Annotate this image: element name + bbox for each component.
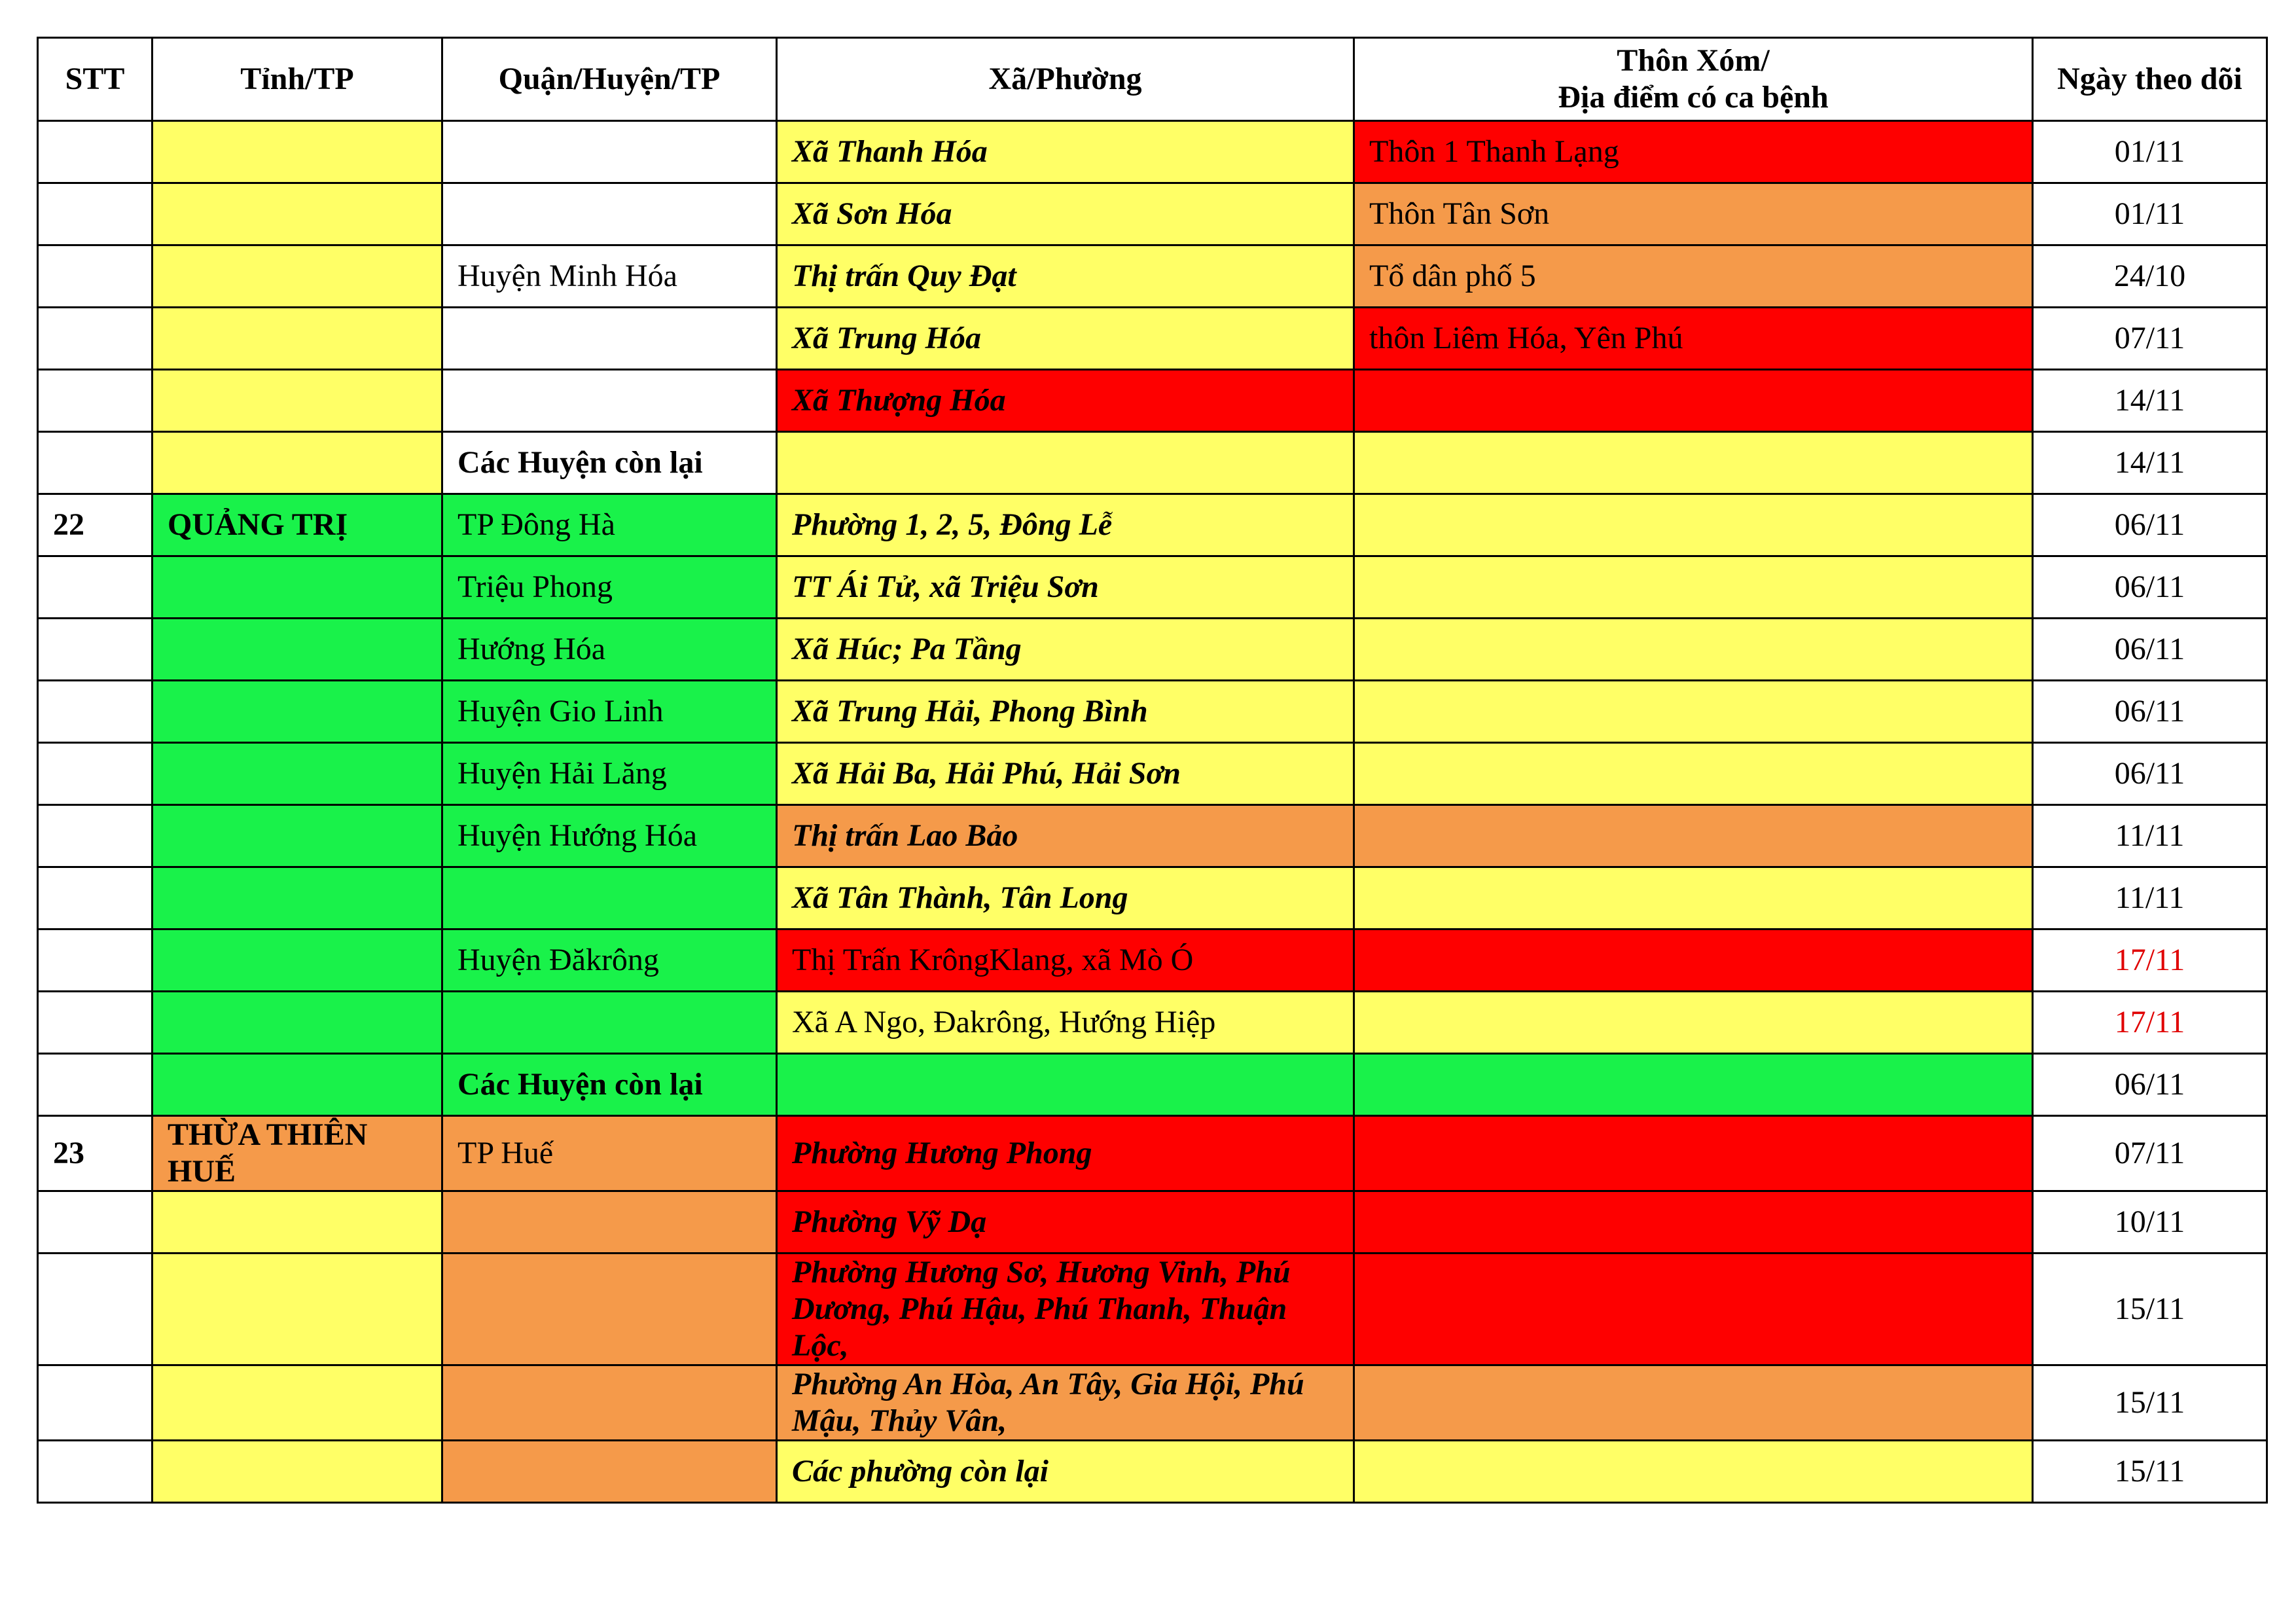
header-date: Ngày theo dõi [2033, 38, 2267, 121]
table-row [38, 1191, 2267, 1254]
commune-cell: Xã Trung Hóa [777, 308, 1354, 370]
date-cell: 06/11 [2033, 743, 2267, 805]
district-cell: Các Huyện còn lại [442, 1054, 777, 1116]
table-row [38, 1054, 2267, 1116]
district-cell: Triệu Phong [442, 556, 777, 619]
table-row [38, 1365, 2267, 1441]
table-row [38, 183, 2267, 245]
table-row [38, 681, 2267, 743]
date-cell: 06/11 [2033, 681, 2267, 743]
district-cell: Huyện Hướng Hóa [442, 805, 777, 867]
village-cell [1354, 805, 2033, 867]
village-cell: Thôn Tân Sơn [1354, 183, 2033, 245]
header-stt: STT [38, 38, 152, 121]
district-cell [442, 308, 777, 370]
province-cell [152, 1191, 442, 1254]
commune-cell: Xã Thanh Hóa [777, 121, 1354, 183]
stt-cell [38, 805, 152, 867]
village-cell: Tổ dân phố 5 [1354, 245, 2033, 308]
table-row [38, 494, 2267, 556]
commune-cell: Thị Trấn KrôngKlang, xã Mò Ó [777, 929, 1354, 992]
province-cell [152, 867, 442, 929]
table-row [38, 370, 2267, 432]
district-cell: Hướng Hóa [442, 619, 777, 681]
province-cell [152, 432, 442, 494]
province-cell [152, 992, 442, 1054]
date-cell: 06/11 [2033, 619, 2267, 681]
header-village-line2: Địa điểm có ca bệnh [1558, 80, 1829, 115]
commune-cell [777, 1054, 1354, 1116]
district-cell: TP Đông Hà [442, 494, 777, 556]
district-cell: Huyện Minh Hóa [442, 245, 777, 308]
table-row [38, 1441, 2267, 1503]
commune-cell [777, 432, 1354, 494]
table-row [38, 556, 2267, 619]
date-cell: 17/11 [2033, 929, 2267, 992]
table-row [38, 992, 2267, 1054]
table-row [38, 805, 2267, 867]
village-cell [1354, 743, 2033, 805]
header-village [1354, 38, 2033, 121]
district-cell [442, 370, 777, 432]
stt-cell [38, 743, 152, 805]
village-cell [1354, 929, 2033, 992]
province-cell [152, 1441, 442, 1503]
district-cell [442, 992, 777, 1054]
stt-cell [38, 121, 152, 183]
province-cell [152, 619, 442, 681]
date-cell: 14/11 [2033, 370, 2267, 432]
district-cell: Huyện Gio Linh [442, 681, 777, 743]
stt-cell [38, 1365, 152, 1441]
stt-cell [38, 245, 152, 308]
commune-cell: TT Ái Tử, xã Triệu Sơn [777, 556, 1354, 619]
date-cell: 06/11 [2033, 556, 2267, 619]
commune-cell: Phường 1, 2, 5, Đông Lễ [777, 494, 1354, 556]
table-row [38, 432, 2267, 494]
commune-cell: Phường An Hòa, An Tây, Gia Hội, Phú Mậu, Thủy Vân, [777, 1365, 1354, 1441]
province-cell: THỪA THIÊN HUẾ [152, 1116, 442, 1191]
stt-cell [38, 183, 152, 245]
date-cell: 01/11 [2033, 183, 2267, 245]
province-cell [152, 1365, 442, 1441]
province-cell [152, 183, 442, 245]
date-cell: 15/11 [2033, 1441, 2267, 1503]
district-cell [442, 1441, 777, 1503]
province-cell [152, 121, 442, 183]
district-cell [442, 1191, 777, 1254]
district-cell [442, 1365, 777, 1441]
header-commune: Xã/Phường [777, 38, 1354, 121]
province-cell [152, 370, 442, 432]
district-cell [442, 867, 777, 929]
village-cell [1354, 867, 2033, 929]
table-row [38, 619, 2267, 681]
header-village-line1: Thôn Xóm/ [1617, 43, 1770, 78]
stt-cell [38, 556, 152, 619]
village-cell [1354, 370, 2033, 432]
stt-cell [38, 1054, 152, 1116]
table-row [38, 308, 2267, 370]
village-cell [1354, 619, 2033, 681]
stt-cell [38, 619, 152, 681]
table-row [38, 743, 2267, 805]
commune-cell: Xã Húc; Pa Tầng [777, 619, 1354, 681]
commune-cell: Xã Thượng Hóa [777, 370, 1354, 432]
stt-cell [38, 1191, 152, 1254]
village-cell [1354, 1191, 2033, 1254]
province-cell [152, 245, 442, 308]
table-row [38, 245, 2267, 308]
province-cell [152, 308, 442, 370]
date-cell: 06/11 [2033, 494, 2267, 556]
province-cell [152, 1054, 442, 1116]
stt-cell [38, 929, 152, 992]
commune-cell: Thị trấn Quy Đạt [777, 245, 1354, 308]
province-cell [152, 1254, 442, 1365]
commune-cell: Xã Sơn Hóa [777, 183, 1354, 245]
stt-cell: 23 [38, 1116, 152, 1191]
village-cell [1354, 992, 2033, 1054]
stt-cell [38, 1254, 152, 1365]
commune-cell: Phường Hương Sơ, Hương Vinh, Phú Dương, Phú Hậu, Phú Thanh, Thuận Lộc, [777, 1254, 1354, 1365]
province-cell [152, 743, 442, 805]
district-cell: Các Huyện còn lại [442, 432, 777, 494]
district-cell [442, 183, 777, 245]
risk-zone-table [37, 37, 2268, 1504]
village-cell [1354, 432, 2033, 494]
village-cell [1354, 1254, 2033, 1365]
header-province: Tỉnh/TP [152, 38, 442, 121]
date-cell: 11/11 [2033, 805, 2267, 867]
commune-cell: Xã A Ngo, Đakrông, Hướng Hiệp [777, 992, 1354, 1054]
district-cell: Huyện Đăkrông [442, 929, 777, 992]
commune-cell: Thị trấn Lao Bảo [777, 805, 1354, 867]
date-cell: 01/11 [2033, 121, 2267, 183]
date-cell: 07/11 [2033, 1116, 2267, 1191]
village-cell [1354, 1441, 2033, 1503]
stt-cell: 22 [38, 494, 152, 556]
table-row [38, 1116, 2267, 1191]
commune-cell: Xã Trung Hải, Phong Bình [777, 681, 1354, 743]
stt-cell [38, 992, 152, 1054]
stt-cell [38, 867, 152, 929]
table-row [38, 1254, 2267, 1365]
date-cell: 07/11 [2033, 308, 2267, 370]
table-row [38, 867, 2267, 929]
district-cell [442, 121, 777, 183]
village-cell [1354, 681, 2033, 743]
stt-cell [38, 432, 152, 494]
date-cell: 10/11 [2033, 1191, 2267, 1254]
village-cell [1354, 1116, 2033, 1191]
stt-cell [38, 1441, 152, 1503]
date-cell: 06/11 [2033, 1054, 2267, 1116]
commune-cell: Các phường còn lại [777, 1441, 1354, 1503]
village-cell: Thôn 1 Thanh Lạng [1354, 121, 2033, 183]
date-cell: 24/10 [2033, 245, 2267, 308]
date-cell: 14/11 [2033, 432, 2267, 494]
village-cell [1354, 556, 2033, 619]
district-cell: TP Huế [442, 1116, 777, 1191]
commune-cell: Xã Hải Ba, Hải Phú, Hải Sơn [777, 743, 1354, 805]
district-cell: Huyện Hải Lăng [442, 743, 777, 805]
district-cell [442, 1254, 777, 1365]
date-cell: 15/11 [2033, 1365, 2267, 1441]
commune-cell: Xã Tân Thành, Tân Long [777, 867, 1354, 929]
province-cell [152, 929, 442, 992]
stt-cell [38, 370, 152, 432]
header-district: Quận/Huyện/TP [442, 38, 777, 121]
date-cell: 15/11 [2033, 1254, 2267, 1365]
village-cell [1354, 1054, 2033, 1116]
date-cell: 11/11 [2033, 867, 2267, 929]
stt-cell [38, 681, 152, 743]
province-cell [152, 805, 442, 867]
province-cell [152, 556, 442, 619]
province-cell: QUẢNG TRỊ [152, 494, 442, 556]
header-row [38, 38, 2267, 121]
commune-cell: Phường Vỹ Dạ [777, 1191, 1354, 1254]
village-cell [1354, 1365, 2033, 1441]
table-row [38, 929, 2267, 992]
commune-cell: Phường Hương Phong [777, 1116, 1354, 1191]
village-cell [1354, 494, 2033, 556]
date-cell: 17/11 [2033, 992, 2267, 1054]
stt-cell [38, 308, 152, 370]
province-cell [152, 681, 442, 743]
village-cell: thôn Liêm Hóa, Yên Phú [1354, 308, 2033, 370]
table-row [38, 121, 2267, 183]
